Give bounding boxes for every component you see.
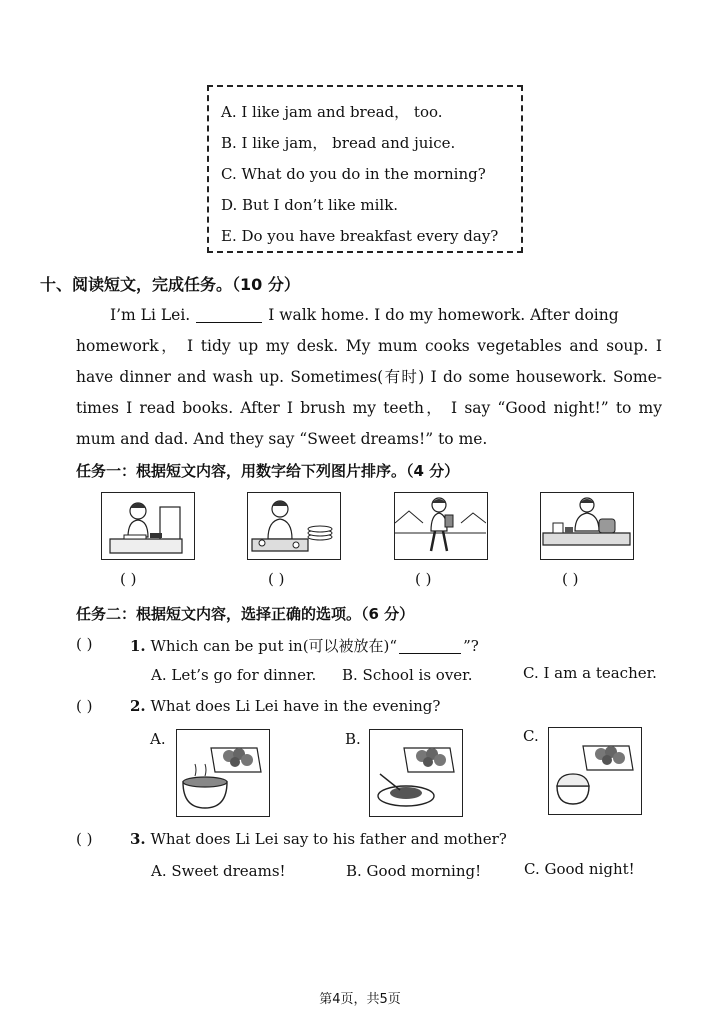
passage-line-1: [76, 300, 662, 331]
q1-option-a[interactable]: A. Let’s go for dinner.: [151, 666, 317, 684]
order-blank-4[interactable]: ( ): [562, 570, 579, 588]
q3-text: What does Li Lei say to his father and mother?: [150, 830, 507, 848]
passage-text: I walk home. I do my homework. After doing: [268, 306, 619, 324]
q2-picture-b[interactable]: [369, 729, 463, 817]
wash-up-illustration: [248, 493, 339, 558]
passage-line-2: homework， I tidy up my desk. My mum cooks vegetables and soup. I: [76, 337, 662, 355]
passage-line-3: have dinner and wash up. Sometimes(有时) I do some housework. Some-: [76, 368, 662, 386]
q1-answer-paren[interactable]: ( ): [76, 635, 93, 653]
picture-tidying-desk: [540, 492, 634, 560]
option-d: D. But I don’t like milk.: [221, 196, 399, 214]
q1-text-end: ”?: [463, 637, 479, 655]
picture-doing-homework: [101, 492, 195, 560]
task2-title: 任务二：根据短文内容，选择正确的选项。（6 分）: [76, 605, 415, 623]
q3-number: 3.: [130, 830, 146, 848]
q3-option-b[interactable]: B. Good morning!: [346, 862, 482, 880]
q2-option-c[interactable]: C.: [523, 727, 539, 745]
walk-home-illustration: [395, 493, 486, 558]
page-number: 第4页，共5页: [319, 992, 401, 1007]
option-a: A. I like jam and bread， too.: [221, 103, 443, 121]
task1-title: 任务一：根据短文内容，用数字给下列图片排序。（4 分）: [76, 462, 460, 480]
passage-line-5: mum and dad. And they say “Sweet dreams!” to me.: [76, 430, 488, 448]
q3-option-a[interactable]: A. Sweet dreams!: [151, 862, 286, 880]
options-box: [207, 85, 523, 253]
q1-text: Which can be put in(可以被放在)“: [150, 637, 398, 655]
q2-picture-c[interactable]: [548, 727, 642, 815]
q2-option-a[interactable]: A.: [150, 730, 166, 748]
q3-answer-paren[interactable]: ( ): [76, 830, 93, 848]
option-c: C. What do you do in the morning?: [221, 165, 486, 183]
q2-picture-a[interactable]: [176, 729, 270, 817]
q2-answer-paren[interactable]: ( ): [76, 697, 93, 715]
q3-option-c[interactable]: C. Good night!: [524, 860, 635, 878]
order-blank-1[interactable]: ( ): [120, 570, 137, 588]
q2-question: [130, 697, 440, 715]
order-blank-3[interactable]: ( ): [415, 570, 432, 588]
passage-text: I’m Li Lei.: [110, 306, 191, 324]
homework-illustration: [102, 493, 193, 558]
q1-option-c[interactable]: C. I am a teacher.: [523, 664, 657, 682]
vegetables-and-noodles-icon: [370, 730, 461, 815]
vegetables-and-soup-icon: [177, 730, 268, 815]
tidy-desk-illustration: [541, 493, 632, 558]
q1-number: 1.: [130, 637, 146, 655]
order-blank-2[interactable]: ( ): [268, 570, 285, 588]
reading-passage: [76, 300, 662, 455]
q2-option-b[interactable]: B.: [345, 730, 361, 748]
picture-washing-up: [247, 492, 341, 560]
q3-question: [130, 830, 507, 848]
q2-text: What does Li Lei have in the evening?: [150, 697, 441, 715]
q2-number: 2.: [130, 697, 146, 715]
vegetables-and-rice-icon: [549, 728, 640, 813]
option-b: B. I like jam， bread and juice.: [221, 134, 456, 152]
q1-question: [130, 635, 479, 656]
passage-line-4: times I read books. After I brush my teeth， I say “Good night!” to my: [76, 399, 662, 417]
q1-blank: [399, 638, 461, 654]
section-heading: 十、阅读短文，完成任务。（10 分）: [40, 275, 300, 294]
answer-blank[interactable]: [196, 307, 262, 324]
q1-option-b[interactable]: B. School is over.: [342, 666, 473, 684]
picture-walking-home: [394, 492, 488, 560]
option-e: E. Do you have breakfast every day?: [221, 227, 499, 245]
